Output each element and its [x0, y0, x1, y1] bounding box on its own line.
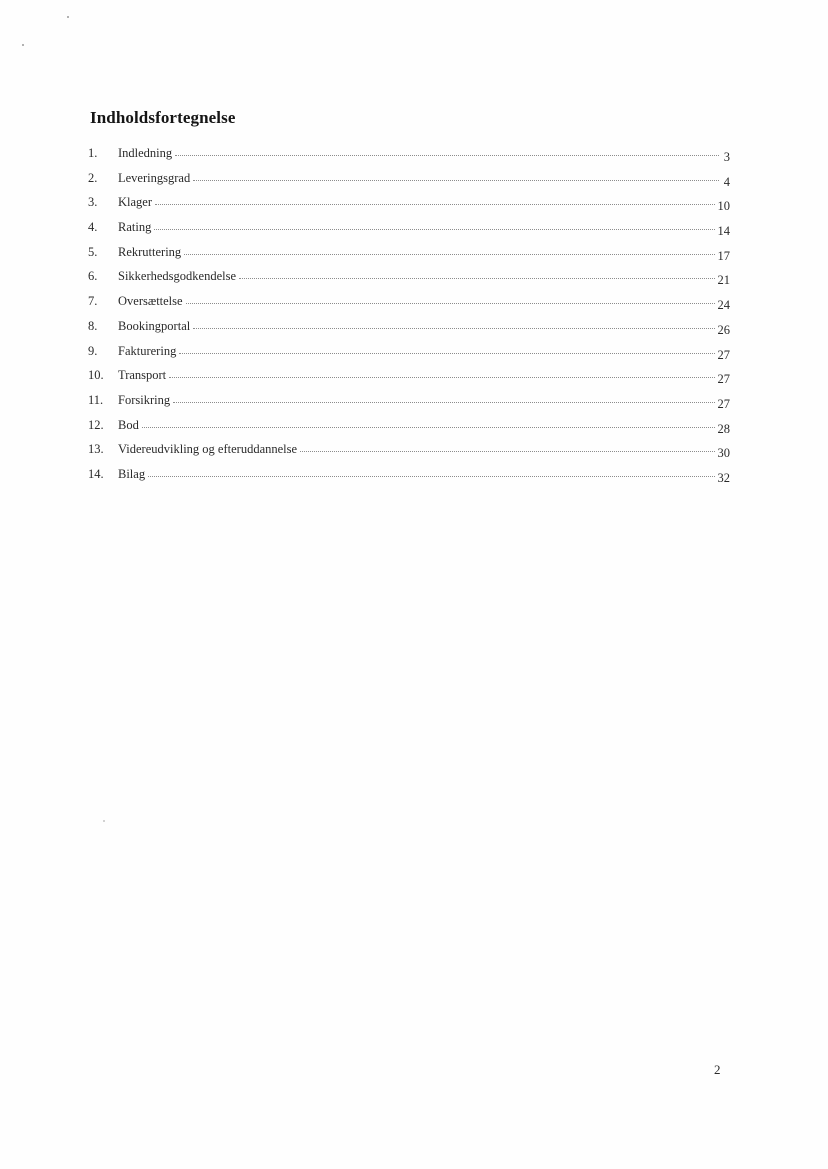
toc-entry[interactable]: [88, 195, 730, 220]
toc-entry[interactable]: [88, 319, 730, 344]
toc-list: [88, 146, 730, 492]
toc-dot-leader: [193, 180, 719, 181]
toc-entry-number: 12.: [88, 417, 104, 432]
toc-entry-number: 9.: [88, 343, 98, 358]
toc-entry-number: 10.: [88, 368, 104, 383]
toc-entry-page: 14: [717, 224, 730, 239]
toc-entry-number: 2.: [88, 170, 98, 185]
toc-dot-leader: [184, 254, 714, 255]
toc-dot-leader: [154, 229, 714, 230]
toc-entry-page: 17: [717, 248, 730, 263]
toc-entry-page: 27: [717, 372, 730, 387]
toc-dot-leader: [193, 328, 714, 329]
toc-entry-number: 1.: [88, 146, 98, 160]
toc-dot-leader: [142, 427, 715, 428]
scan-speck: [67, 16, 69, 18]
toc-entry-label: Rekruttering: [118, 244, 182, 259]
toc-entry-page: 21: [717, 273, 730, 288]
toc-dot-leader: [300, 451, 714, 452]
toc-entry[interactable]: [88, 245, 730, 270]
toc-entry-label: Forsikring: [118, 392, 171, 407]
toc-entry-page: 27: [717, 396, 730, 411]
toc-entry[interactable]: [88, 269, 730, 294]
toc-entry[interactable]: [88, 442, 730, 467]
toc-entry-page: 24: [717, 298, 730, 313]
scan-speck: [22, 44, 24, 46]
toc-entry-page: 26: [717, 322, 730, 337]
toc-entry[interactable]: [88, 171, 730, 196]
toc-entry-label: Oversættelse: [118, 294, 183, 309]
toc-dot-leader: [169, 377, 714, 378]
toc-dot-leader: [155, 204, 714, 205]
toc-entry-number: 7.: [88, 294, 98, 309]
toc-entry-page: 3: [723, 150, 730, 164]
toc-entry-label: Klager: [118, 195, 153, 210]
toc-entry-label: Rating: [118, 220, 152, 235]
toc-entry-page: 28: [717, 421, 730, 436]
toc-entry-label: Bilag: [118, 466, 146, 481]
toc-entry[interactable]: [88, 368, 730, 393]
toc-dot-leader: [239, 278, 714, 279]
toc-entry-page: 32: [717, 470, 730, 485]
toc-entry[interactable]: [88, 220, 730, 245]
toc-entry-page: 10: [717, 199, 730, 214]
toc-entry-number: 6.: [88, 269, 98, 284]
toc-dot-leader: [173, 402, 714, 403]
toc-entry-page: 4: [723, 174, 730, 189]
toc-entry-label: Fakturering: [118, 343, 177, 358]
toc-title: Indholdsfortegnelse: [90, 108, 236, 127]
toc-entry[interactable]: [88, 393, 730, 418]
toc-entry[interactable]: [88, 418, 730, 443]
toc-entry-label: Transport: [118, 368, 167, 383]
toc-entry-label: Videreudvikling og efteruddannelse: [118, 442, 298, 457]
toc-entry-label: Indledning: [118, 146, 173, 160]
toc-entry-label: Bookingportal: [118, 318, 191, 333]
toc-entry-number: 14.: [88, 466, 104, 481]
toc-entry-page: 27: [717, 347, 730, 362]
page-number: 2: [714, 1062, 721, 1077]
toc-entry-number: 4.: [88, 220, 98, 235]
toc-entry-number: 3.: [88, 195, 98, 210]
toc-entry[interactable]: [88, 294, 730, 319]
scan-speck: [103, 820, 105, 822]
toc-entry-label: Leveringsgrad: [118, 170, 191, 185]
toc-entry-page: 30: [717, 446, 730, 461]
toc-entry[interactable]: [88, 146, 730, 171]
toc-dot-leader: [175, 155, 719, 156]
toc-entry-label: Sikkerhedsgodkendelse: [118, 269, 237, 284]
toc-entry-number: 5.: [88, 244, 98, 259]
toc-entry-number: 8.: [88, 318, 98, 333]
toc-entry[interactable]: [88, 344, 730, 369]
toc-dot-leader: [186, 303, 715, 304]
toc-entry-number: 11.: [88, 392, 104, 407]
toc-entry-number: 13.: [88, 442, 104, 457]
toc-entry[interactable]: [88, 467, 730, 492]
toc-entry-label: Bod: [118, 417, 139, 432]
toc-dot-leader: [179, 353, 714, 354]
toc-dot-leader: [148, 476, 714, 477]
